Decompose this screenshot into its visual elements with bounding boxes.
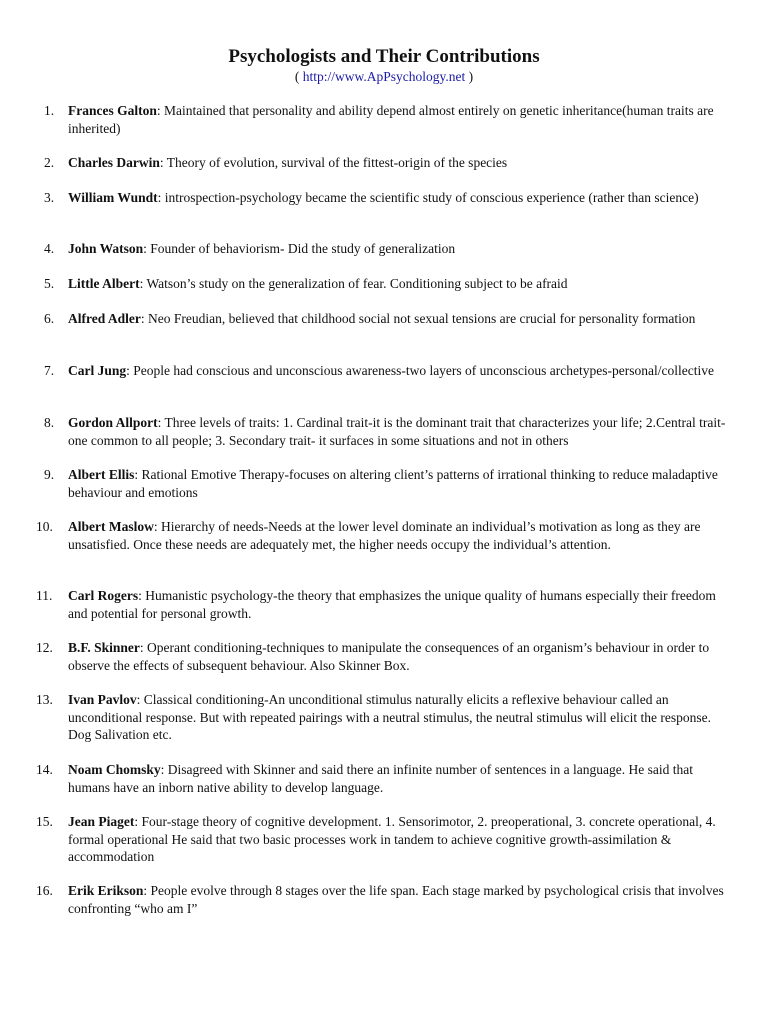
psychologist-name: Jean Piaget [68,814,135,829]
item-number: 7. [44,363,55,378]
source-link[interactable]: http://www.ApPsychology.net [302,69,466,84]
contribution-text: : Maintained that personality and ability depend almost entirely on genetic inheritance(human traits are inherited) [68,103,714,136]
contribution-text: : Founder of behaviorism- Did the study of generalization [143,241,456,256]
contribution-text: : Humanistic psychology-the theory that emphasizes the unique quality of humans especially their freedom and potential for personal growth. [68,588,716,621]
item-number: 8. [44,415,55,430]
psychologist-name: Albert Maslow [68,519,154,534]
item-body [68,691,728,744]
psychologist-name: Alfred Adler [68,311,141,326]
item-number: 5. [44,276,55,291]
psychologist-name: Ivan Pavlov [68,692,137,707]
item-body [68,518,728,553]
item-body [68,813,728,866]
item-body [68,362,728,380]
item-body [68,240,728,258]
item-number: 14. [36,762,53,777]
item-number: 4. [44,241,55,256]
psychologist-name: Erik Erikson [68,883,144,898]
item-body [68,639,728,674]
contribution-text: : Rational Emotive Therapy-focuses on altering client’s patterns of irrational thinking to reduce maladaptive behaviour and emotions [68,467,718,500]
document-title: Psychologists and Their Contributions [228,46,540,67]
item-body [68,310,728,328]
item-number: 9. [44,467,55,482]
item-body [68,275,728,293]
contribution-text: : Hierarchy of needs-Needs at the lower level dominate an individual’s motivation as long as they are unsatisfied. Once these needs are adequately met, the higher needs occupy the individual’s attention. [68,519,701,552]
contribution-text: : Three levels of traits: 1. Cardinal trait-it is the dominant trait that characterizes your life; 2.Central trait-one common to all people; 3. Secondary trait- it surfaces in some situations and not in others [68,415,726,448]
item-number: 11. [36,588,53,603]
psychologist-name: Charles Darwin [68,155,160,170]
psychologist-name: William Wundt [68,190,158,205]
item-body [68,154,728,172]
item-body [68,761,728,796]
psychologist-name: Carl Rogers [68,588,139,603]
item-number: 10. [36,519,53,534]
item-number: 2. [44,155,55,170]
item-number: 13. [36,692,53,707]
contribution-text: : Theory of evolution, survival of the fittest-origin of the species [159,155,508,170]
psychologist-name: Little Albert [68,276,140,291]
item-body [68,189,728,207]
psychologist-name: B.F. Skinner [68,640,140,655]
item-body [68,587,728,622]
contribution-text: : Neo Freudian, believed that childhood social not sexual tensions are crucial for personality formation [140,311,696,326]
item-body [68,882,728,917]
item-number: 1. [44,103,55,118]
contribution-text: : People had conscious and unconscious awareness-two layers of unconscious archetypes-personal/collective [126,363,714,378]
item-number: 16. [36,883,53,898]
item-number: 15. [36,814,53,829]
item-body [68,414,728,449]
psychologist-name: Noam Chomsky [68,762,161,777]
source-line [0,68,768,86]
psychologist-name: Gordon Allport [68,415,158,430]
psychologist-name: Frances Galton [68,103,157,118]
item-number: 6. [44,311,55,326]
item-body [68,102,728,137]
contribution-text: : Classical conditioning-An unconditional stimulus naturally elicits a reflexive behaviour called an unconditional response. But with repeated pairings with a neutral stimulus, the neutral stimulus will elicit the response. Dog Salivation etc. [68,692,711,742]
psychologist-name: John Watson [68,241,144,256]
item-number: 12. [36,640,53,655]
contribution-text: : People evolve through 8 stages over the life span. Each stage marked by psychological crisis that involves confronting “who am I” [68,883,724,916]
source-open-paren: ( [294,69,303,84]
source-close-paren: ) [465,69,474,84]
contribution-text: : Disagreed with Skinner and said there an infinite number of sentences in a language. He said that humans have an inborn native ability to develop language. [68,762,693,795]
psychologist-name: Albert Ellis [68,467,135,482]
contribution-text: : Watson’s study on the generalization of fear. Conditioning subject to be afraid [139,276,568,291]
item-body [68,466,728,501]
psychologist-name: Carl Jung [68,363,127,378]
contribution-text: : introspection-psychology became the scientific study of conscious experience (rather than science) [157,190,699,205]
item-number: 3. [44,190,55,205]
contribution-text: : Four-stage theory of cognitive development. 1. Sensorimotor, 2. preoperational, 3. concrete operational, 4. formal operational He said that two basic processes work in tandem to achieve cognitive growth-assimilation & accommodation [68,814,716,864]
contribution-text: : Operant conditioning-techniques to manipulate the consequences of an organism’s behaviour in order to observe the effects of subsequent behaviour. Also Skinner Box. [68,640,710,673]
